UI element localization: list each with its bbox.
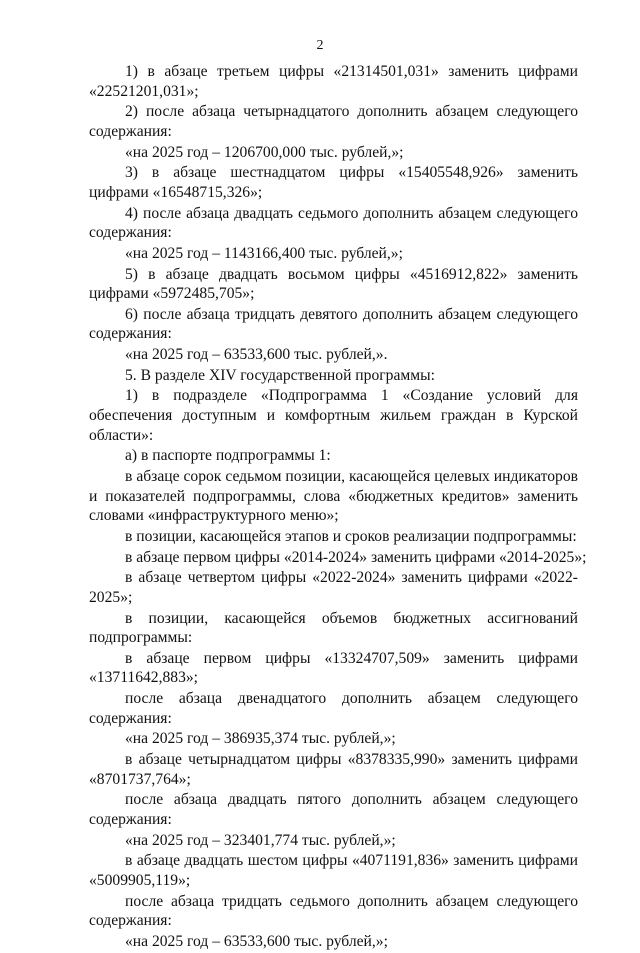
paragraph: после абзаца двадцать пятого дополнить абзацем следующего содержания: bbox=[89, 791, 578, 828]
paragraph: 4) после абзаца двадцать седьмого дополнить абзацем следующего содержания: bbox=[89, 204, 578, 242]
paragraph: 1) в абзаце третьем цифры «21314501,031» заменить цифрами «22521201,031»; bbox=[89, 63, 578, 100]
paragraph: в позиции, касающейся объемов бюджетных ассигнований подпрограммы: bbox=[89, 609, 578, 647]
paragraph: в абзаце двадцать шестом цифры «4071191,836» заменить цифрами «5009905,119»; bbox=[89, 852, 578, 889]
paragraph: в абзаце сорок седьмом позиции, касающейся целевых индикаторов и показателей подпрограммы, слова «бюджетных кредитов» заменить словами «инфраструктурного меню»; bbox=[89, 468, 578, 525]
paragraph: а) в паспорте подпрограммы 1: bbox=[125, 447, 331, 465]
paragraph: 6) после абзаца тридцать девятого дополнить абзацем следующего содержания: bbox=[89, 305, 578, 343]
paragraph: 5) в абзаце двадцать восьмом цифры «4516912,822» заменить цифрами «5972485,705»; bbox=[89, 265, 578, 303]
paragraph: «на 2025 год – 63533,600 тыс. рублей,»; bbox=[125, 932, 388, 950]
paragraph: «на 2025 год – 63533,600 тыс. рублей,». bbox=[125, 346, 388, 364]
document-body bbox=[89, 62, 587, 953]
paragraph: 3) в абзаце шестнадцатом цифры «15405548,926» заменить цифрами «16548715,326»; bbox=[89, 164, 578, 201]
paragraph: «на 2025 год – 1143166,400 тыс. рублей,»; bbox=[125, 244, 403, 262]
paragraph: «на 2025 год – 323401,774 тыс. рублей,»; bbox=[125, 831, 396, 849]
page-number: 2 bbox=[316, 38, 324, 53]
paragraph: после абзаца тридцать седьмого дополнить абзацем следующего содержания: bbox=[89, 892, 578, 930]
paragraph: в позиции, касающейся этапов и сроков реализации подпрограммы: bbox=[125, 527, 577, 545]
paragraph: в абзаце четырнадцатом цифры «8378335,990» заменить цифрами «8701737,764»; bbox=[89, 751, 578, 788]
paragraph: «на 2025 год – 386935,374 тыс. рублей,»; bbox=[125, 730, 396, 748]
paragraph: в абзаце первом цифры «2014-2024» заменить цифрами «2014-2025»; bbox=[125, 548, 587, 566]
paragraph: в абзаце первом цифры «13324707,509» заменить цифрами «13711642,883»; bbox=[89, 649, 578, 687]
paragraph: 1) в подразделе «Подпрограмма 1 «Создание условий для обеспечения доступным и комфортным жильем граждан в Курской области»: bbox=[89, 387, 578, 444]
paragraph: 2) после абзаца четырнадцатого дополнить абзацем следующего содержания: bbox=[89, 103, 578, 140]
paragraph: 5. В разделе XIV государственной программы: bbox=[125, 366, 435, 384]
paragraph: после абзаца двенадцатого дополнить абзацем следующего содержания: bbox=[89, 690, 578, 727]
paragraph: в абзаце четвертом цифры «2022-2024» заменить цифрами «2022-2025»; bbox=[89, 569, 578, 606]
paragraph: «на 2025 год – 1206700,000 тыс. рублей,»; bbox=[125, 143, 404, 161]
